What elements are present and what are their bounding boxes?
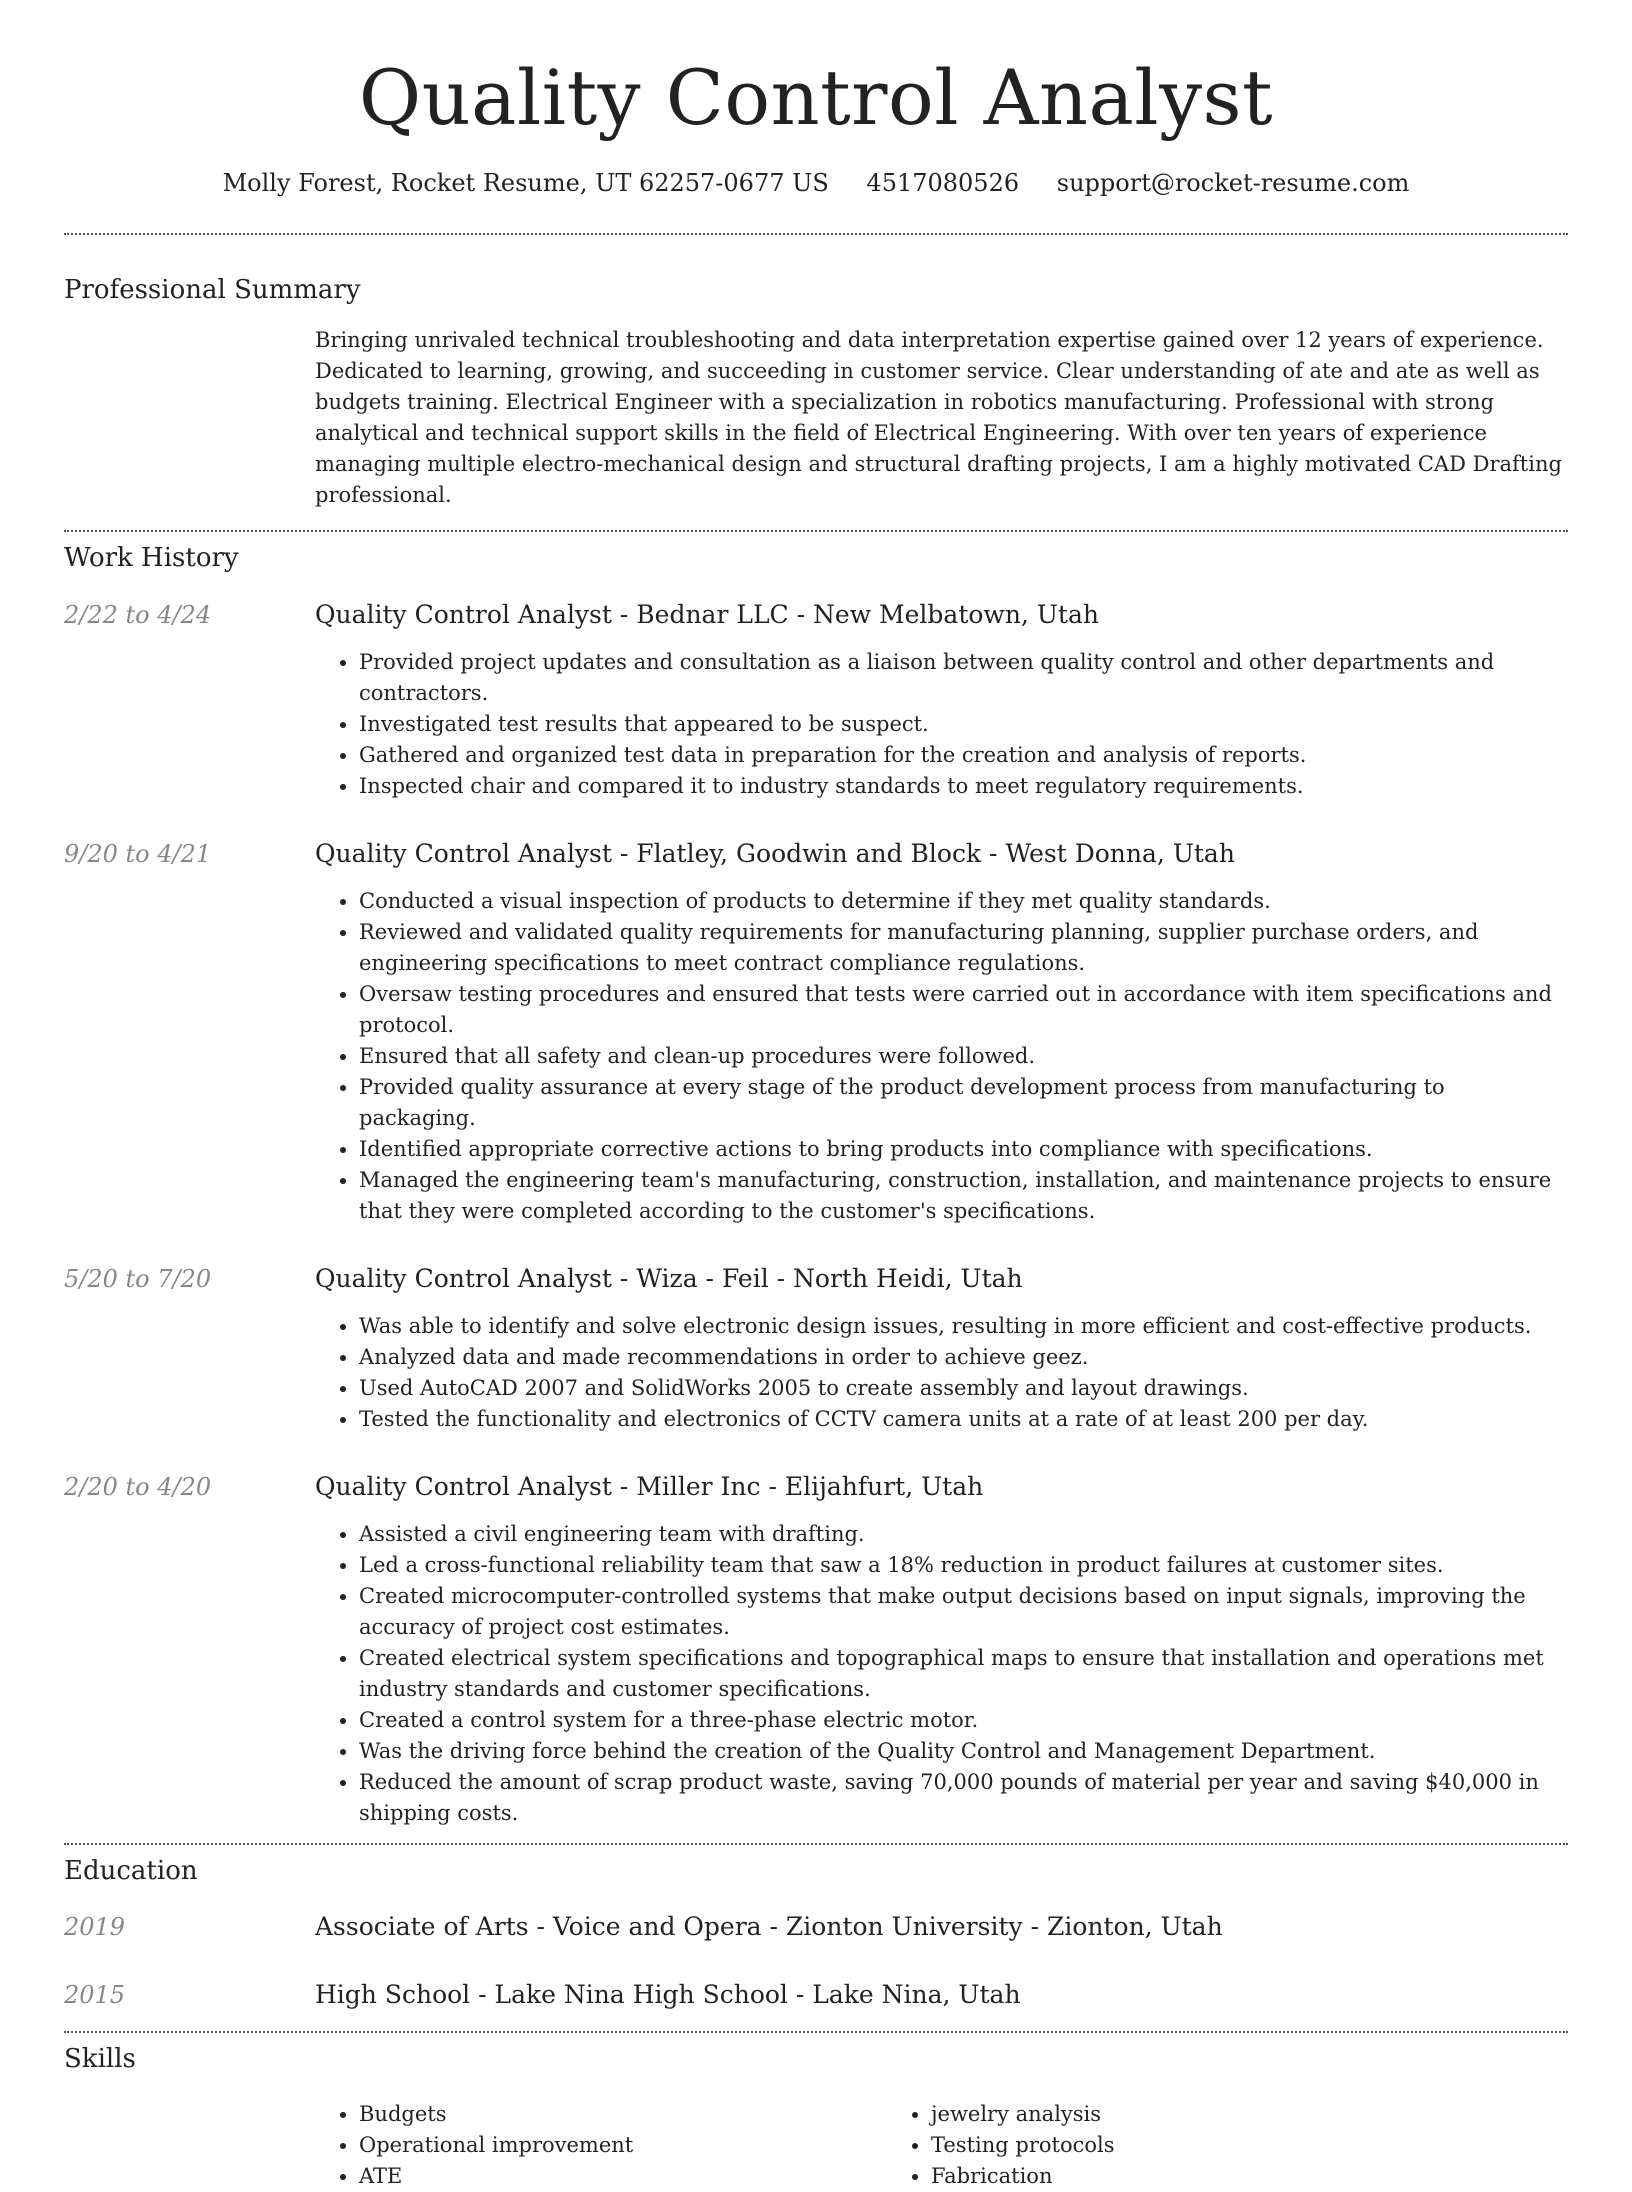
list-item: • Managed the engineering team's manufacturing, construction, installation, and maintenance projects to ensure that they were completed according to the customer's specifications.	[359, 1165, 1568, 1227]
list-item: • Inspected chair and compared it to industry standards to meet regulatory requirements.	[359, 771, 1568, 802]
skills-list-left	[315, 2099, 887, 2192]
skills-columns	[315, 2099, 1568, 2192]
contact-address: Molly Forest, Rocket Resume, UT 62257-0677 US	[222, 169, 829, 198]
job-dates: 2/22 to 4/24	[64, 600, 212, 629]
contact-phone: 4517080526	[866, 169, 1020, 198]
job-dates: 5/20 to 7/20	[64, 1264, 212, 1293]
education-entry	[64, 1911, 1568, 1943]
job-bullets	[315, 1311, 1568, 1435]
job-body	[315, 838, 1568, 1227]
list-item: • Was able to identify and solve electronic design issues, resulting in more efficient and cost-effective products.	[359, 1311, 1568, 1342]
page-title: Quality Control Analyst	[358, 53, 1274, 142]
list-item: • Created microcomputer-controlled systems that make output decisions based on input signals, improving the accuracy of project cost estimates.	[359, 1581, 1568, 1643]
list-item: • Reviewed and validated quality requirements for manufacturing planning, supplier purchase orders, and engineering specifications to meet contract compliance regulations.	[359, 917, 1568, 979]
job-body	[315, 1263, 1568, 1435]
skills-section	[64, 2033, 1568, 2192]
education-title: Associate of Arts - Voice and Opera - Zionton University - Zionton, Utah	[315, 1911, 1223, 1941]
job-bullets	[315, 1519, 1568, 1829]
list-item: • Ensured that all safety and clean-up procedures were followed.	[359, 1041, 1568, 1072]
job-dates: 2/20 to 4/20	[64, 1472, 212, 1501]
list-item: • Identified appropriate corrective actions to bring products into compliance with specifications.	[359, 1134, 1568, 1165]
list-item: • Reduced the amount of scrap product waste, saving 70,000 pounds of material per year and saving $40,000 in shipping costs.	[359, 1767, 1568, 1829]
job-dates: 9/20 to 4/21	[64, 839, 212, 868]
job-entry	[64, 1263, 1568, 1435]
list-item: • Led a cross-functional reliability team that saw a 18% reduction in product failures at customer sites.	[359, 1550, 1568, 1581]
list-item: • Fabrication	[931, 2161, 1459, 2192]
list-item: • Used AutoCAD 2007 and SolidWorks 2005 to create assembly and layout drawings.	[359, 1373, 1568, 1404]
list-item: • Was the driving force behind the creation of the Quality Control and Management Department.	[359, 1736, 1568, 1767]
education-year: 2015	[64, 1980, 126, 2009]
education-title: High School - Lake Nina High School - Lake Nina, Utah	[315, 1979, 1021, 2009]
section-heading-summary: Professional Summary	[64, 275, 361, 306]
education-entry	[64, 1979, 1568, 2011]
list-item: • Investigated test results that appeared to be suspect.	[359, 709, 1568, 740]
list-item: • jewelry analysis	[931, 2099, 1459, 2130]
job-title: Quality Control Analyst - Miller Inc - Elijahfurt, Utah	[315, 1471, 984, 1501]
list-item: • Created a control system for a three-phase electric motor.	[359, 1705, 1568, 1736]
job-entry	[64, 1471, 1568, 1829]
contact-line	[64, 169, 1568, 197]
list-item: • Provided quality assurance at every stage of the product development process from manufacturing to packaging.	[359, 1072, 1568, 1134]
list-item: • Tested the functionality and electronics of CCTV camera units at a rate of at least 200 per day.	[359, 1404, 1568, 1435]
education-year: 2019	[64, 1912, 126, 1941]
job-entry	[64, 838, 1568, 1227]
work-section	[64, 532, 1568, 1828]
list-item: • Provided project updates and consultation as a liaison between quality control and other departments and contractors.	[359, 647, 1568, 709]
education-body	[315, 1979, 1568, 2011]
list-item: • Budgets	[359, 2099, 887, 2130]
list-item: • Created electrical system specifications and topographical maps to ensure that installation and operations met industry standards and customer specifications.	[359, 1643, 1568, 1705]
list-item: • Assisted a civil engineering team with drafting.	[359, 1519, 1568, 1550]
list-item: • ATE	[359, 2161, 887, 2192]
list-item: • Analyzed data and made recommendations in order to achieve geez.	[359, 1342, 1568, 1373]
job-title: Quality Control Analyst - Flatley, Goodwin and Block - West Donna, Utah	[315, 838, 1235, 868]
job-body	[315, 599, 1568, 802]
list-item: • Gathered and organized test data in preparation for the creation and analysis of reports.	[359, 740, 1568, 771]
list-item: • Oversaw testing procedures and ensured that tests were carried out in accordance with item specifications and protocol.	[359, 979, 1568, 1041]
summary-section	[64, 235, 1568, 511]
list-item: • Testing protocols	[931, 2130, 1459, 2161]
education-body	[315, 1911, 1568, 1943]
list-item: • Operational improvement	[359, 2130, 887, 2161]
contact-email: support@rocket-resume.com	[1056, 169, 1410, 198]
job-entry	[64, 599, 1568, 802]
job-bullets	[315, 886, 1568, 1227]
job-body	[315, 1471, 1568, 1829]
section-heading-work: Work History	[64, 543, 239, 574]
job-title: Quality Control Analyst - Wiza - Feil - North Heidi, Utah	[315, 1263, 1023, 1293]
summary-text: Bringing unrivaled technical troubleshooting and data interpretation expertise gained over 12 years of experience. Dedicated to learning, growing, and succeeding in customer service. Clear understanding of ate and ate as well as budgets training. Electrical Engineer with a specialization in robotics manufacturing. Professional with strong analytical and technical support skills in the field of Electrical Engineering. With over ten years of experience managing multiple electro-mechanical design and structural drafting projects, I am a highly motivated CAD Drafting professional.	[315, 328, 1562, 508]
education-section	[64, 1845, 1568, 2011]
list-item: • Conducted a visual inspection of products to determine if they met quality standards.	[359, 886, 1568, 917]
job-bullets	[315, 647, 1568, 802]
job-title: Quality Control Analyst - Bednar LLC - New Melbatown, Utah	[315, 599, 1099, 629]
skills-list-right	[887, 2099, 1459, 2192]
section-heading-skills: Skills	[64, 2043, 136, 2074]
section-heading-education: Education	[64, 1855, 198, 1886]
